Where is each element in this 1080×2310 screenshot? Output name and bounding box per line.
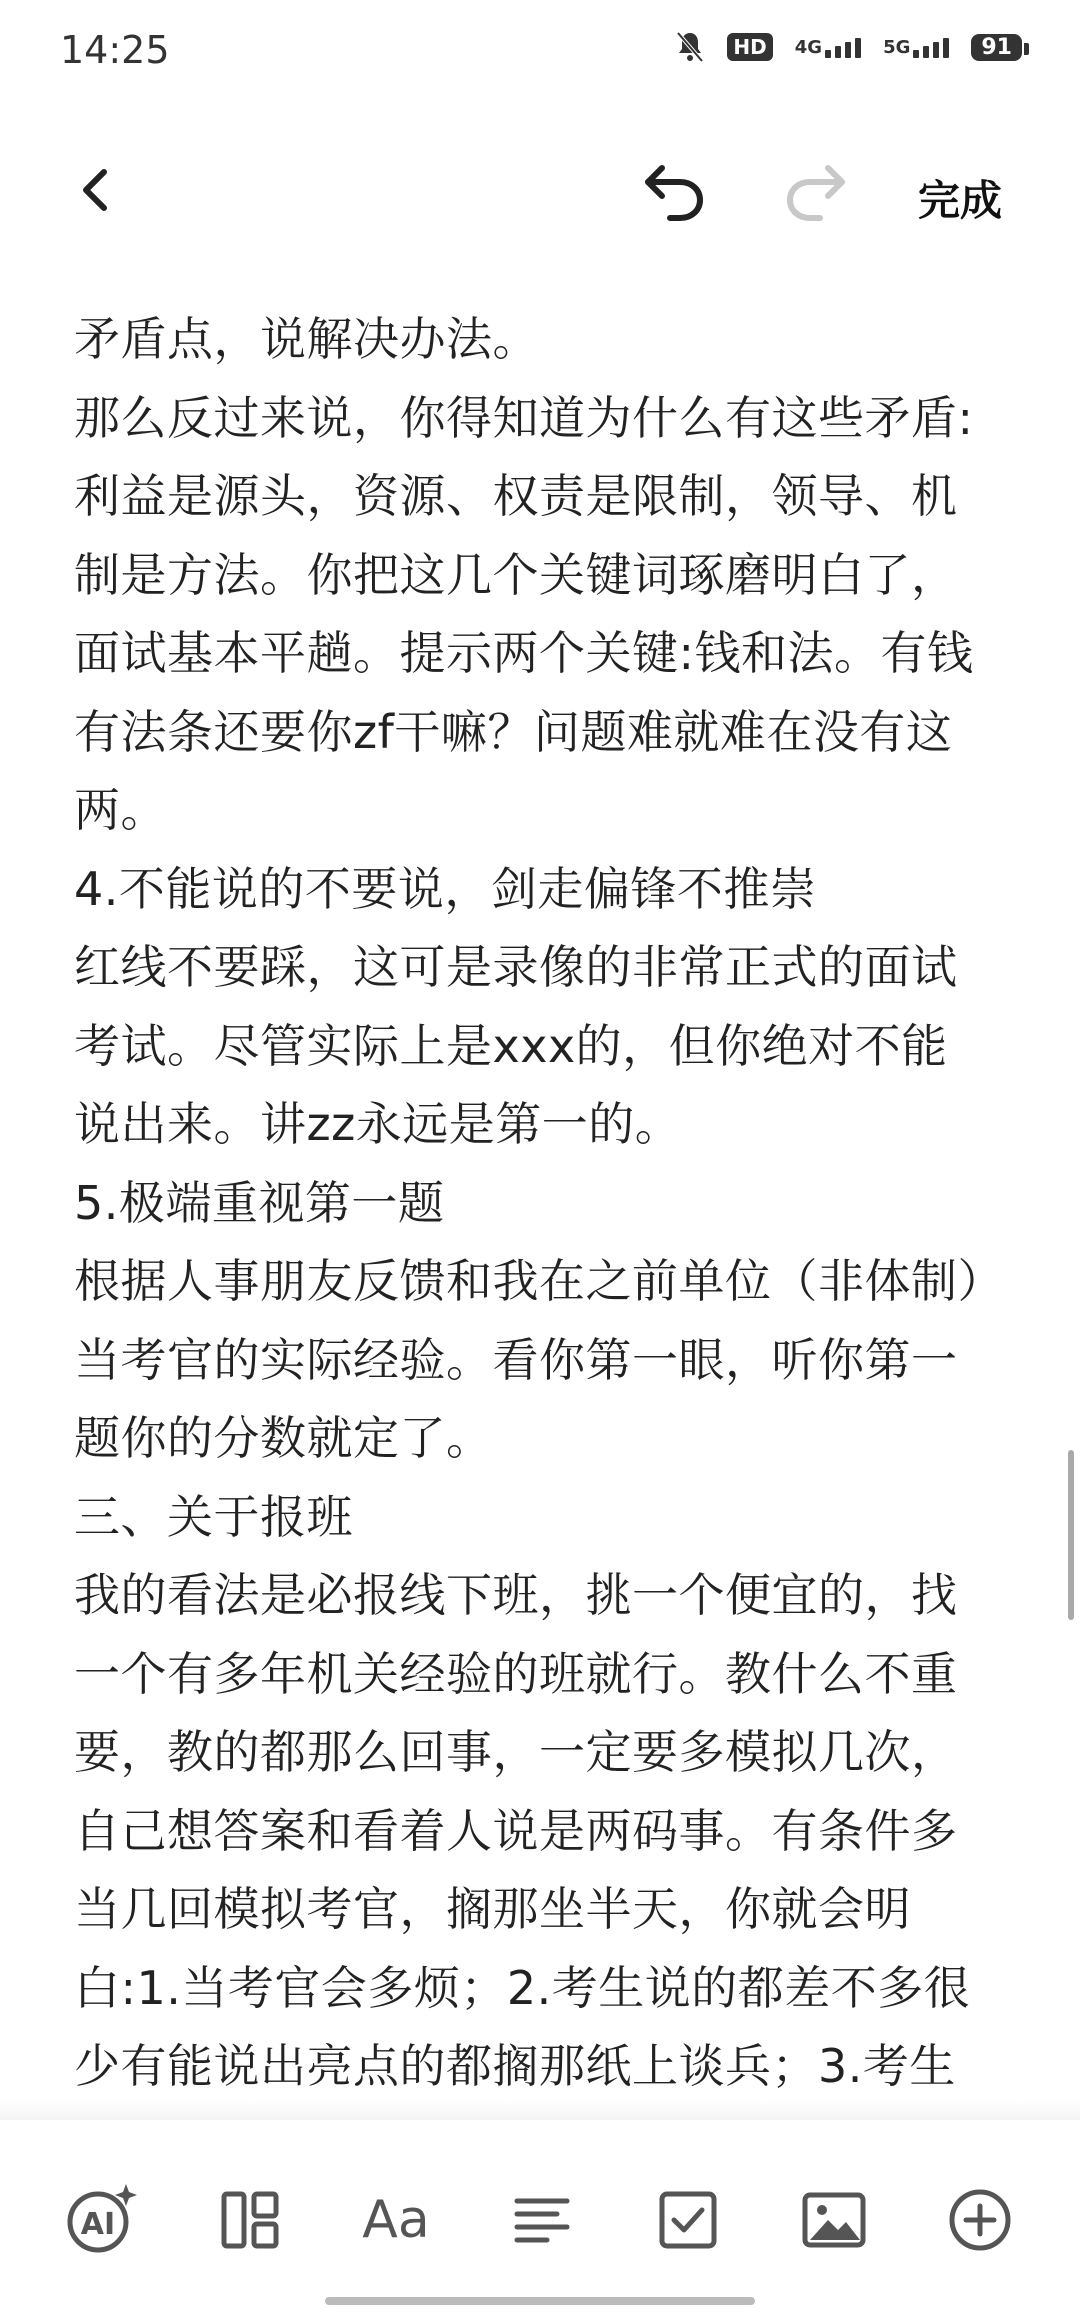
status-time: 14:25	[60, 28, 170, 72]
done-button[interactable]: 完成	[918, 176, 1003, 225]
text-line: 三、关于报班	[74, 1489, 353, 1544]
align-left-icon	[514, 2195, 570, 2245]
back-arrow-icon[interactable]	[70, 162, 126, 218]
signal-4g-icon	[795, 37, 861, 58]
ai-assistant-button[interactable]	[62, 2180, 142, 2260]
checklist-button[interactable]	[648, 2180, 728, 2260]
format-toolbar	[0, 2120, 1080, 2310]
ai-icon	[62, 2180, 142, 2260]
font-style-icon: Aa	[362, 2190, 430, 2250]
mute-bell-icon	[675, 30, 705, 64]
text-line: 那么反过来说，你得知道为什么有这些矛盾:	[74, 390, 974, 445]
note-content[interactable]	[74, 300, 1014, 2106]
text-line: 要，教的都那么回事，一定要多模拟几次，	[74, 1725, 958, 1779]
text-line: 当几回模拟考官，搁那坐半天，你就会明	[74, 1882, 911, 1936]
text-line: 白:1.当考官会多烦；2.考生说的都差不多很	[74, 1960, 971, 2015]
text-line: 一个有多年机关经验的班就行。教什么不重	[74, 1646, 958, 1701]
add-more-button[interactable]	[940, 2180, 1020, 2260]
status-bar	[0, 0, 1080, 100]
plus-circle-icon	[948, 2188, 1012, 2252]
bottom-fade	[0, 2100, 1080, 2120]
home-indicator[interactable]	[325, 2297, 755, 2305]
text-line: 两。	[74, 783, 167, 837]
text-line: 根据人事朋友反馈和我在之前单位（非体制）	[74, 1254, 1004, 1308]
signal-5g-icon	[883, 37, 949, 58]
checkbox-icon	[658, 2190, 718, 2250]
text-line: 说出来。讲zz永远是第一的。	[74, 1097, 682, 1151]
image-icon	[802, 2192, 866, 2248]
font-style-button[interactable]	[356, 2180, 436, 2260]
redo-icon[interactable]	[780, 160, 850, 224]
text-line: 红线不要踩，这可是录像的非常正式的面试	[74, 940, 958, 994]
text-line: 题你的分数就定了。	[74, 1411, 493, 1465]
text-line: 当考官的实际经验。看你第一眼，听你第一	[74, 1332, 958, 1387]
text-line: 少有能说出亮点的都搁那纸上谈兵；3.考生	[74, 2039, 956, 2093]
text-line: 我的看法是必报线下班，挑一个便宜的，找	[74, 1568, 958, 1622]
text-line: 有法条还要你zf干嘛？问题难就难在没有这	[74, 704, 953, 759]
layout-button[interactable]	[210, 2180, 290, 2260]
text-line: 4.不能说的不要说，剑走偏锋不推崇	[74, 861, 817, 916]
undo-icon[interactable]	[640, 160, 710, 224]
layout-icon	[220, 2190, 280, 2250]
text-line: 自己想答案和看着人说是两码事。有条件多	[74, 1803, 958, 1858]
text-line: 利益是源头，资源、权责是限制，领导、机	[74, 469, 958, 523]
editor-toolbar	[0, 140, 1080, 240]
paragraph-align-button[interactable]	[502, 2180, 582, 2260]
text-line: 矛盾点，说解决办法。	[74, 312, 539, 366]
status-icons	[675, 30, 1022, 64]
text-line: 面试基本平趟。提示两个关键:钱和法。有钱	[74, 626, 974, 680]
hd-voice-icon: HD	[727, 33, 772, 61]
text-line: 考试。尽管实际上是xxx的，但你绝对不能	[74, 1018, 948, 1073]
text-line: 制是方法。你把这几个关键词琢磨明白了，	[74, 547, 958, 602]
insert-image-button[interactable]	[794, 2180, 874, 2260]
ai-label: AI	[80, 2207, 116, 2242]
network-4g-label: 4G	[794, 36, 823, 58]
scrollbar[interactable]	[1068, 1450, 1074, 1620]
network-5g-label: 5G	[883, 36, 911, 58]
battery-icon: 91	[971, 34, 1022, 61]
text-line: 5.极端重视第一题	[74, 1175, 445, 1230]
